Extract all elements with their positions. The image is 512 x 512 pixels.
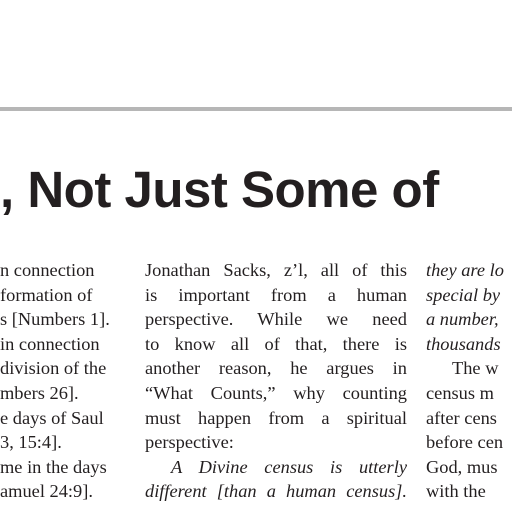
column-line: God, mus bbox=[426, 456, 498, 477]
column-line: perspective. While we need bbox=[145, 309, 407, 330]
column-line: is important from a human bbox=[145, 284, 407, 305]
column-line-italic: special by bbox=[426, 284, 501, 305]
column-line-italic: they are lo bbox=[426, 260, 504, 280]
column-line: with the bbox=[426, 481, 486, 502]
column-line: 3, 15:4]. bbox=[0, 432, 62, 453]
column-line: n connection bbox=[0, 260, 95, 280]
column-line: mbers 26]. bbox=[0, 382, 79, 403]
column-line: must happen from a spiritual bbox=[145, 407, 407, 428]
column-line: Jonathan Sacks, z’l, all of this bbox=[145, 260, 407, 280]
column-line-italic: a number, bbox=[426, 309, 499, 330]
column-line: division of the bbox=[0, 358, 107, 379]
column-line: before cen bbox=[426, 432, 504, 453]
column-line: e days of Saul bbox=[0, 407, 104, 428]
text-column-right bbox=[426, 258, 512, 504]
column-line: s [Numbers 1]. bbox=[0, 309, 110, 330]
text-column-middle bbox=[145, 258, 407, 504]
column-line: “What Counts,” why counting bbox=[145, 382, 407, 403]
text-column-left bbox=[0, 258, 128, 504]
column-line: me in the days bbox=[0, 456, 107, 477]
column-line-italic: thousands bbox=[426, 333, 501, 354]
column-line: to know all of that, there is bbox=[145, 333, 407, 354]
column-line: perspective: bbox=[145, 432, 234, 453]
column-line: The w bbox=[452, 358, 499, 379]
column-line-italic: different [than a human census]. bbox=[145, 481, 407, 502]
column-line: after cens bbox=[426, 407, 497, 428]
column-line: amuel 24:9]. bbox=[0, 481, 93, 502]
column-line: in connection bbox=[0, 333, 100, 354]
column-line: another reason, he argues in bbox=[145, 358, 407, 379]
article-headline: , Not Just Some of bbox=[0, 161, 439, 218]
column-line-italic: A Divine census is utterly bbox=[171, 456, 407, 477]
header-divider-rule bbox=[0, 107, 512, 111]
column-line: formation of bbox=[0, 284, 93, 305]
column-line: census m bbox=[426, 382, 494, 403]
